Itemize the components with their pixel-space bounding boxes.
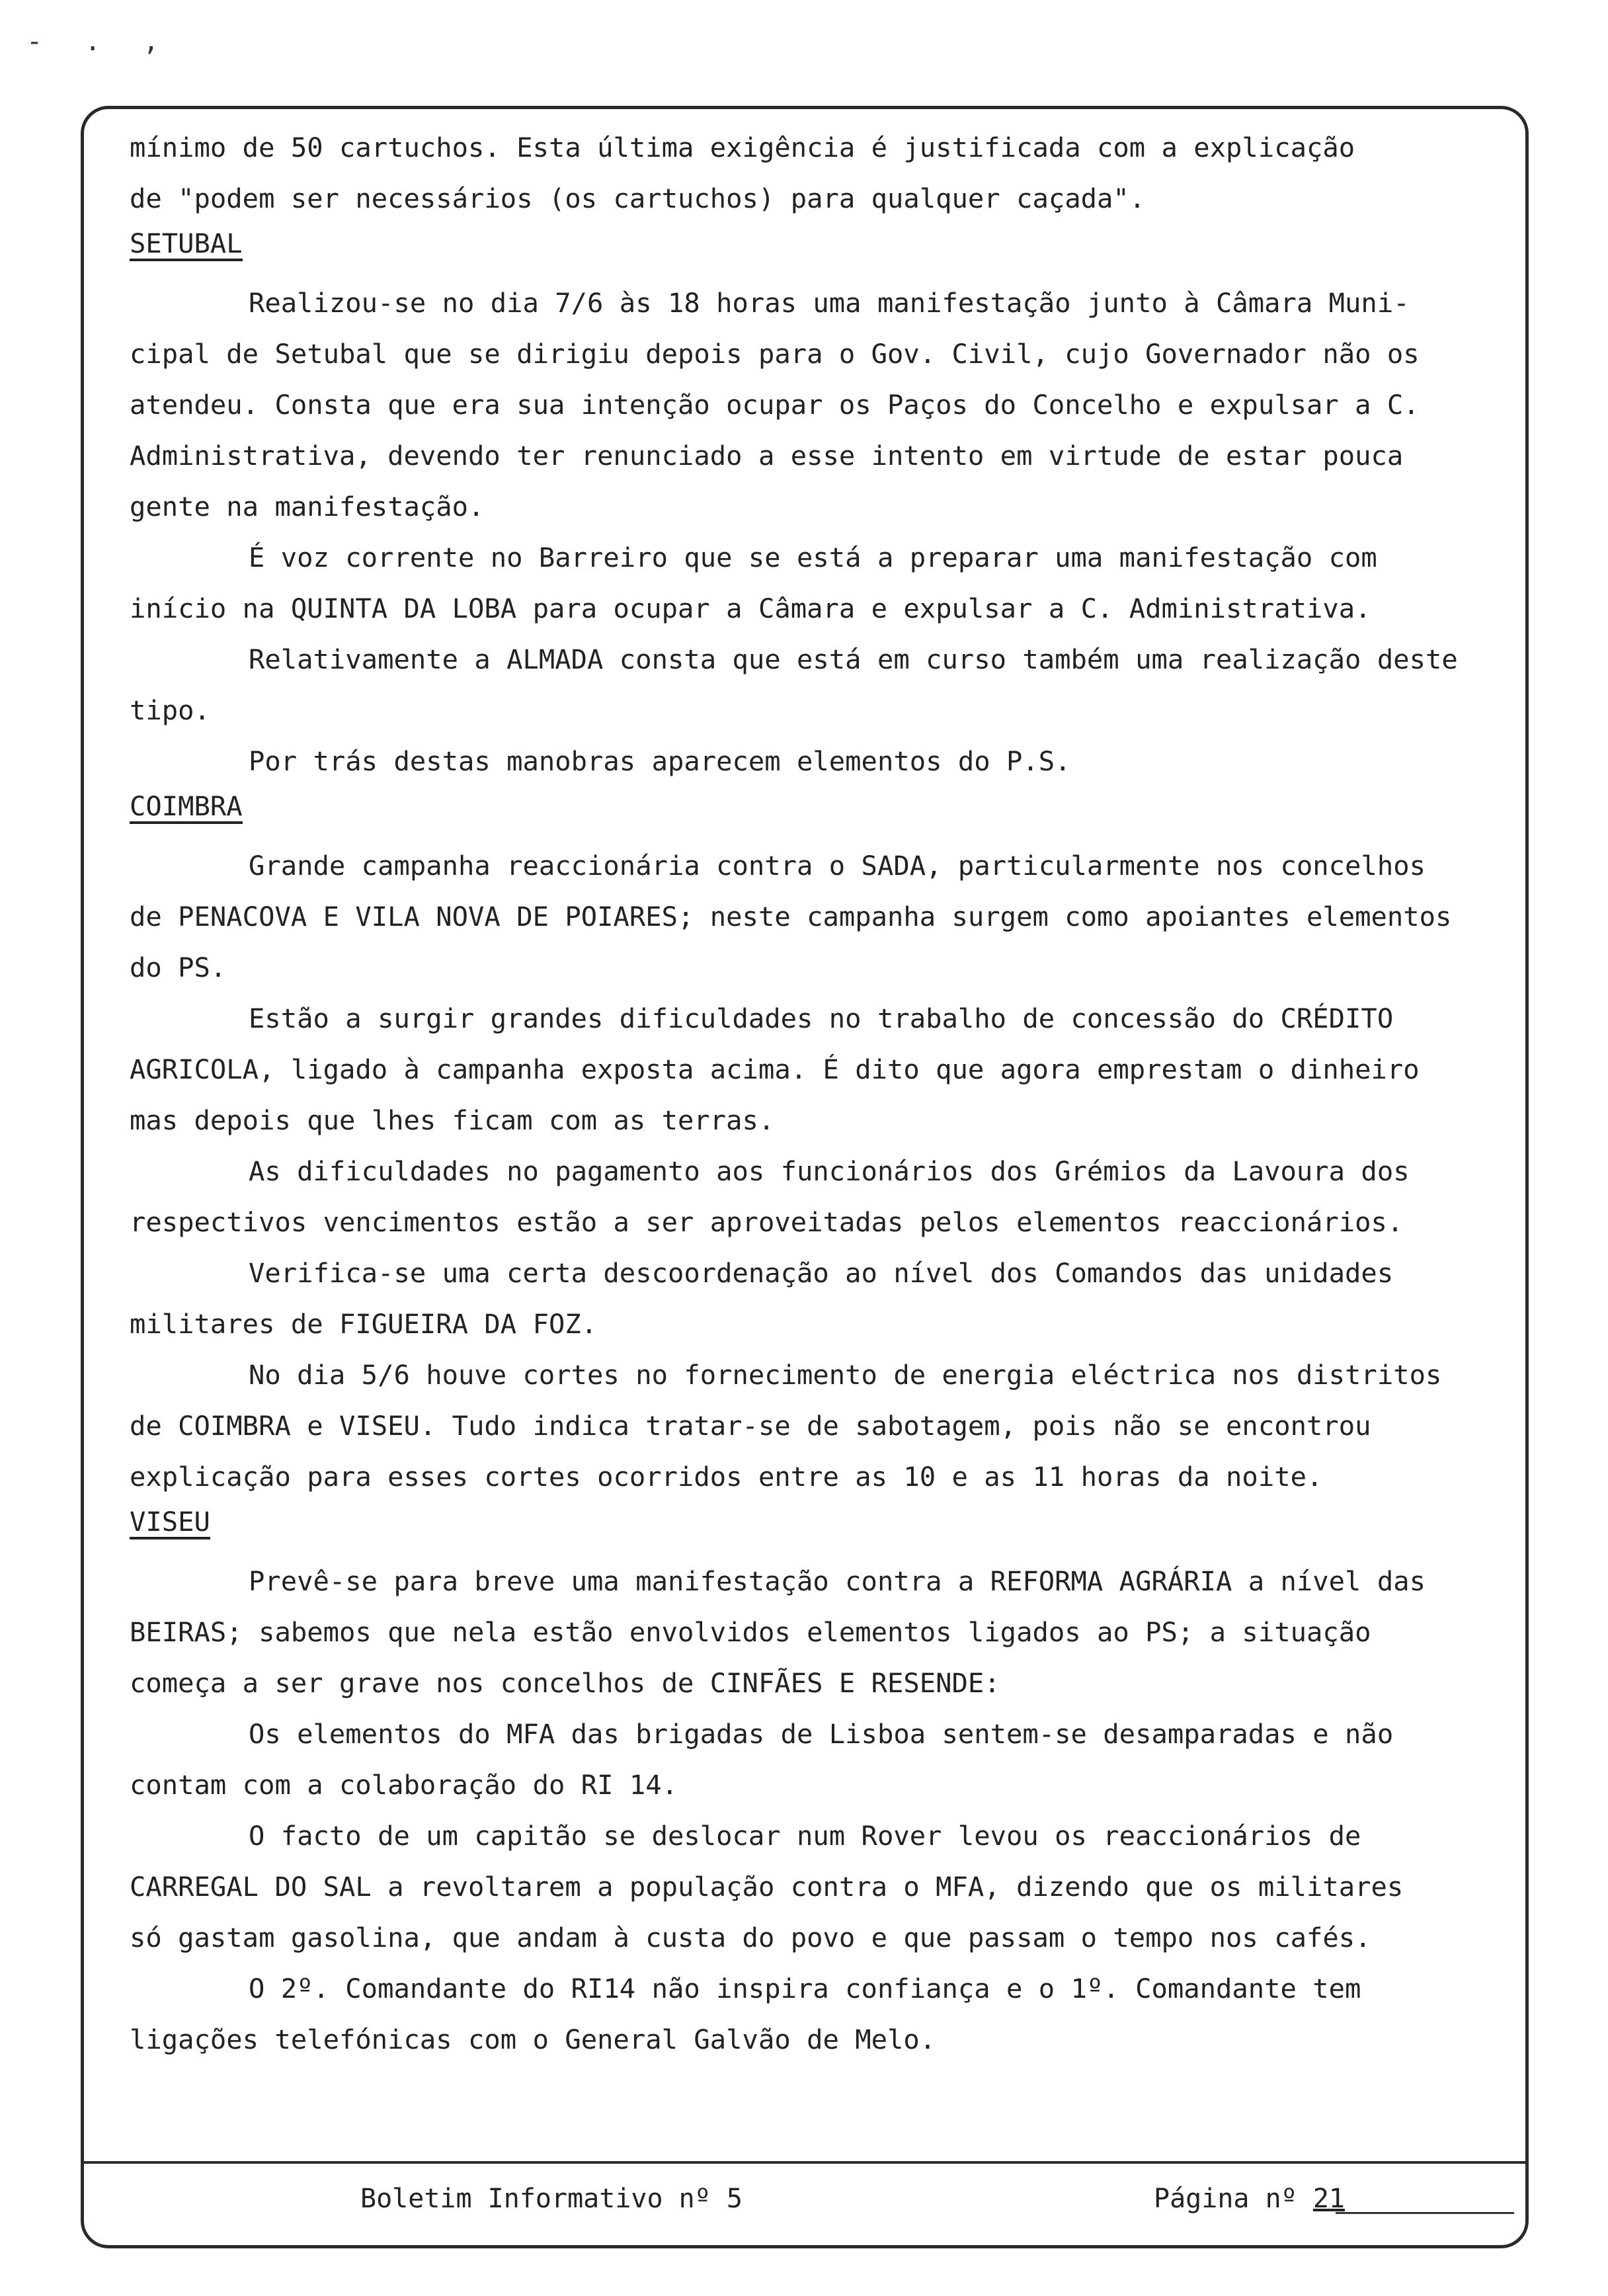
footer-page-number: 21 <box>1312 2184 1346 2214</box>
footer-page <box>1154 2182 1345 2215</box>
intro-line: de "podem ser necessários (os cartuchos) para qualquer caçada". <box>130 183 1146 214</box>
coimbra-line: respectivos vencimentos estão a ser aproveitadas pelos elementos reaccionários. <box>130 1206 1404 1238</box>
setubal-line: tipo. <box>130 694 210 726</box>
coimbra-line: militares de FIGUEIRA DA FOZ. <box>130 1308 598 1340</box>
viseu-line: Prevê-se para breve uma manifestação contra a REFORMA AGRÁRIA a nível das <box>249 1565 1426 1597</box>
viseu-line: O 2º. Comandante do RI14 não inspira confiança e o 1º. Comandante tem <box>249 1973 1361 2004</box>
viseu-line: começa a ser grave nos concelhos de CINFÃES E RESENDE: <box>130 1667 1000 1699</box>
section-heading-setubal: SETUBAL <box>130 228 243 261</box>
setubal-line: Administrativa, devendo ter renunciado a esse intento em virtude de estar pouca <box>130 440 1404 472</box>
viseu-line: contam com a colaboração do RI 14. <box>130 1769 678 1801</box>
coimbra-line: Verifica-se uma certa descoordenação ao nível dos Comandos das unidades <box>249 1257 1394 1289</box>
viseu-line: BEIRAS; sabemos que nela estão envolvidos elementos ligados ao PS; a situação <box>130 1616 1371 1648</box>
footer-bulletin: Boletim Informativo nº 5 <box>360 2184 743 2214</box>
footer-page-label: Página nº <box>1154 2184 1297 2214</box>
setubal-line: atendeu. Consta que era sua intenção ocupar os Paços do Concelho e expulsar a C. <box>130 389 1420 421</box>
viseu-line: O facto de um capitão se deslocar num Rover levou os reaccionários de <box>249 1820 1361 1852</box>
viseu-line: Os elementos do MFA das brigadas de Lisboa sentem-se desamparadas e não <box>249 1718 1394 1750</box>
coimbra-line: Grande campanha reaccionária contra o SADA, particularmente nos concelhos <box>249 850 1426 882</box>
coimbra-line: AGRICOLA, ligado à campanha exposta acima. É dito que agora emprestam o dinheiro <box>130 1053 1420 1085</box>
setubal-line: É voz corrente no Barreiro que se está a preparar uma manifestação com <box>249 542 1377 573</box>
viseu-line: ligações telefónicas com o General Galvão de Melo. <box>130 2024 936 2055</box>
setubal-line: gente na manifestação. <box>130 491 485 522</box>
coimbra-line: do PS. <box>130 952 227 983</box>
setubal-line: Relativamente a ALMADA consta que está em curso também uma realização deste <box>249 643 1458 675</box>
corner-marks: - . , <box>26 26 173 57</box>
setubal-line: Por trás destas manobras aparecem elementos do P.S. <box>249 745 1071 777</box>
section-heading-viseu: VISEU <box>130 1506 210 1539</box>
section-heading-coimbra: COIMBRA <box>130 791 243 824</box>
coimbra-line: explicação para esses cortes ocorridos entre as 10 e as 11 horas da noite. <box>130 1461 1323 1493</box>
viseu-line: só gastam gasolina, que andam à custa do povo e que passam o tempo nos cafés. <box>130 1922 1371 1953</box>
footer-underline <box>1336 2212 1514 2214</box>
coimbra-line: No dia 5/6 houve cortes no fornecimento de energia eléctrica nos distritos <box>249 1359 1442 1391</box>
footer-rule <box>83 2161 1526 2164</box>
intro-line: mínimo de 50 cartuchos. Esta última exigência é justificada com a explicação <box>130 132 1355 163</box>
coimbra-line: de PENACOVA E VILA NOVA DE POIARES; neste campanha surgem como apoiantes elementos <box>130 901 1452 932</box>
coimbra-line: Estão a surgir grandes dificuldades no trabalho de concessão do CRÉDITO <box>249 1003 1394 1034</box>
setubal-line: início na QUINTA DA LOBA para ocupar a Câmara e expulsar a C. Administrativa. <box>130 593 1371 624</box>
setubal-line: Realizou-se no dia 7/6 às 18 horas uma manifestação junto à Câmara Muni- <box>249 287 1410 319</box>
setubal-line: cipal de Setubal que se dirigiu depois para o Gov. Civil, cujo Governador não os <box>130 338 1420 370</box>
coimbra-line: mas depois que lhes ficam com as terras. <box>130 1104 775 1136</box>
document-body <box>130 122 1492 2065</box>
coimbra-line: de COIMBRA e VISEU. Tudo indica tratar-se de sabotagem, pois não se encontrou <box>130 1410 1371 1442</box>
viseu-line: CARREGAL DO SAL a revoltarem a população contra o MFA, dizendo que os militares <box>130 1871 1404 1903</box>
coimbra-line: As dificuldades no pagamento aos funcionários dos Grémios da Lavoura dos <box>249 1155 1410 1187</box>
